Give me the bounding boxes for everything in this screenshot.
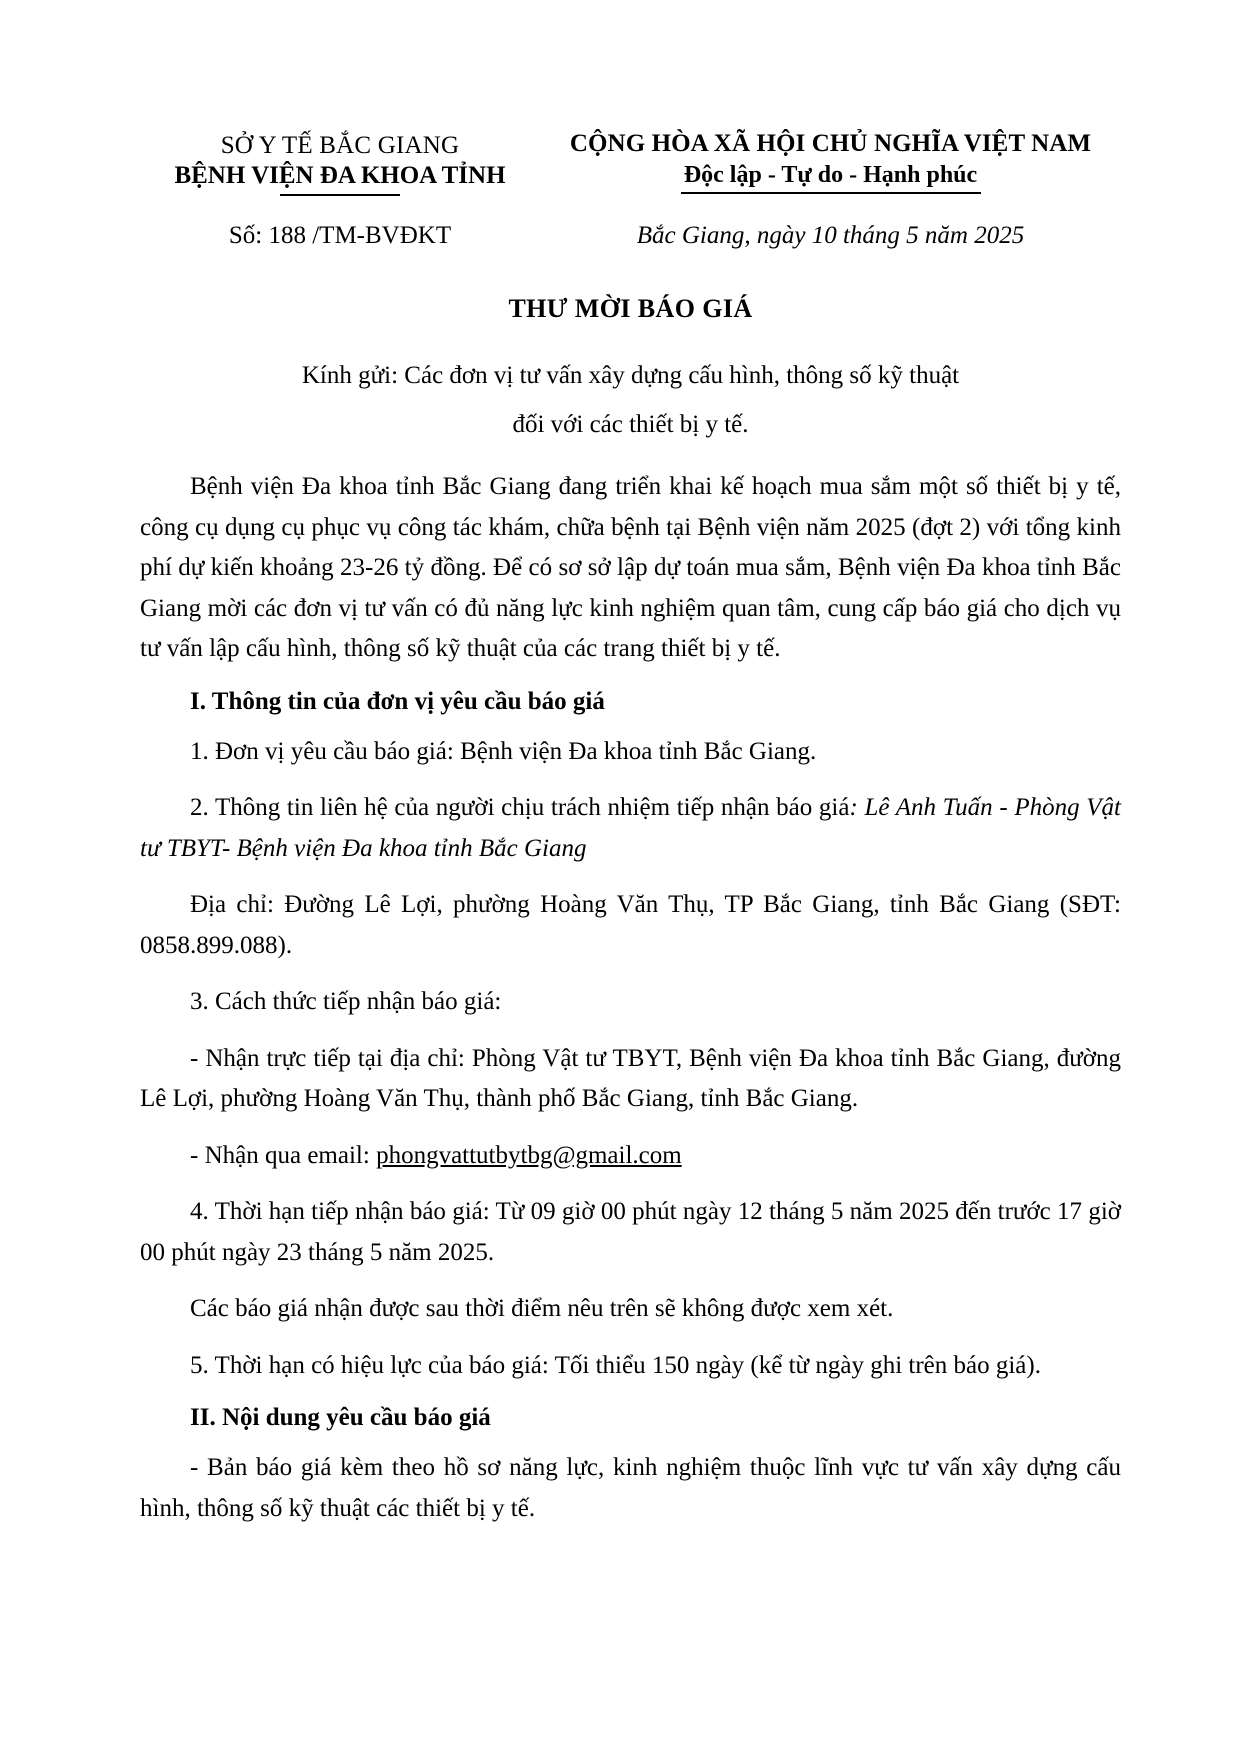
recipient-line-2: đối với các thiết bị y tế. <box>512 410 749 438</box>
item-6: - Bản báo giá kèm theo hồ sơ năng lực, kinh nghiệm thuộc lĩnh vực tư vấn xây dựng cấu hình, thông số kỹ thuật các thiết bị y tế. <box>140 1454 1121 1522</box>
section-heading-1: I. Thông tin của đơn vị yêu cầu báo giá <box>190 687 605 715</box>
contact-address: Địa chỉ: Đường Lê Lợi, phường Hoàng Văn Thụ, TP Bắc Giang, tỉnh Bắc Giang (SĐT: 0858.899.088). <box>140 891 1121 959</box>
hospital-name: BỆNH VIỆN ĐA KHOA TỈNH <box>174 162 506 189</box>
national-motto: Độc lập - Tự do - Hạnh phúc <box>683 162 978 188</box>
national-heading <box>540 130 1121 194</box>
section-heading-2: II. Nội dung yêu cầu báo giá <box>190 1404 491 1431</box>
item-4: 4. Thời hạn tiếp nhận báo giá: Từ 09 giờ 00 phút ngày 12 tháng 5 năm 2025 đến trước 17 giờ 00 phút ngày 23 tháng 5 năm 2025. <box>140 1198 1121 1266</box>
department-name: SỞ Y TẾ BẮC GIANG <box>220 132 460 159</box>
item-1: 1. Đơn vị yêu cầu báo giá: Bệnh viện Đa khoa tỉnh Bắc Giang. <box>190 737 817 765</box>
document-number: Số: 188 /TM-BVĐKT <box>228 222 452 249</box>
item-2-value: : Lê Anh Tuấn - Phòng Vật tư TBYT- Bệnh viện Đa khoa tỉnh Bắc Giang <box>140 794 1122 862</box>
page-title: THƯ MỜI BÁO GIÁ <box>508 294 753 323</box>
recipient-block <box>140 356 1121 445</box>
item-2-label: 2. Thông tin liên hệ của người chịu trách nhiệm tiếp nhận báo giá <box>190 794 850 821</box>
item-5: 5. Thời hạn có hiệu lực của báo giá: Tối thiểu 150 ngày (kể từ ngày ghi trên báo giá). <box>190 1351 1041 1379</box>
country-name: CỘNG HÒA XÃ HỘI CHỦ NGHĨA VIỆT NAM <box>569 130 1092 157</box>
document-date: Bắc Giang, ngày 10 tháng 5 năm 2025 <box>636 222 1025 249</box>
item-3-option-email <box>140 1136 1121 1177</box>
item-4-note: Các báo giá nhận được sau thời điểm nêu trên sẽ không được xem xét. <box>190 1295 894 1322</box>
item-3: 3. Cách thức tiếp nhận báo giá: <box>190 988 502 1015</box>
document-header <box>140 130 1121 196</box>
header-right-divider <box>681 192 981 194</box>
recipient-line-1: Kính gửi: Các đơn vị tư vấn xây dựng cấu hình, thông số kỹ thuật <box>301 362 960 389</box>
item-2 <box>140 788 1121 869</box>
item-3-option-direct: - Nhận trực tiếp tại địa chỉ: Phòng Vật tư TBYT, Bệnh viện Đa khoa tỉnh Bắc Giang, đường Lê Lợi, phường Hoàng Văn Thụ, thành phố Bắc Giang, tỉnh Bắc Giang. <box>140 1044 1121 1112</box>
email-link[interactable]: phongvattutbytbg@gmail.com <box>376 1141 682 1169</box>
document-subheader <box>140 222 1121 250</box>
header-left-divider <box>280 194 400 196</box>
intro-paragraph: Bệnh viện Đa khoa tỉnh Bắc Giang đang triển khai kế hoạch mua sắm một số thiết bị y tế, công cụ dụng cụ phục vụ công tác khám, chữa bệnh tại Bệnh viện năm 2025 (đợt 2) với tổng kinh phí dự kiến khoảng 23-26 tỷ đồng. Để có sơ sở lập dự toán mua sắm, Bệnh viện Đa khoa tỉnh Bắc Giang mời các đơn vị tư vấn có đủ năng lực kinh nghiệm quan tâm, cung cấp báo giá cho dịch vụ tư vấn lập cấu hình, thông số kỹ thuật của các trang thiết bị y tế. <box>140 473 1121 662</box>
item-3-email-prefix: - Nhận qua email: <box>190 1141 377 1169</box>
issuing-organization <box>140 130 540 196</box>
